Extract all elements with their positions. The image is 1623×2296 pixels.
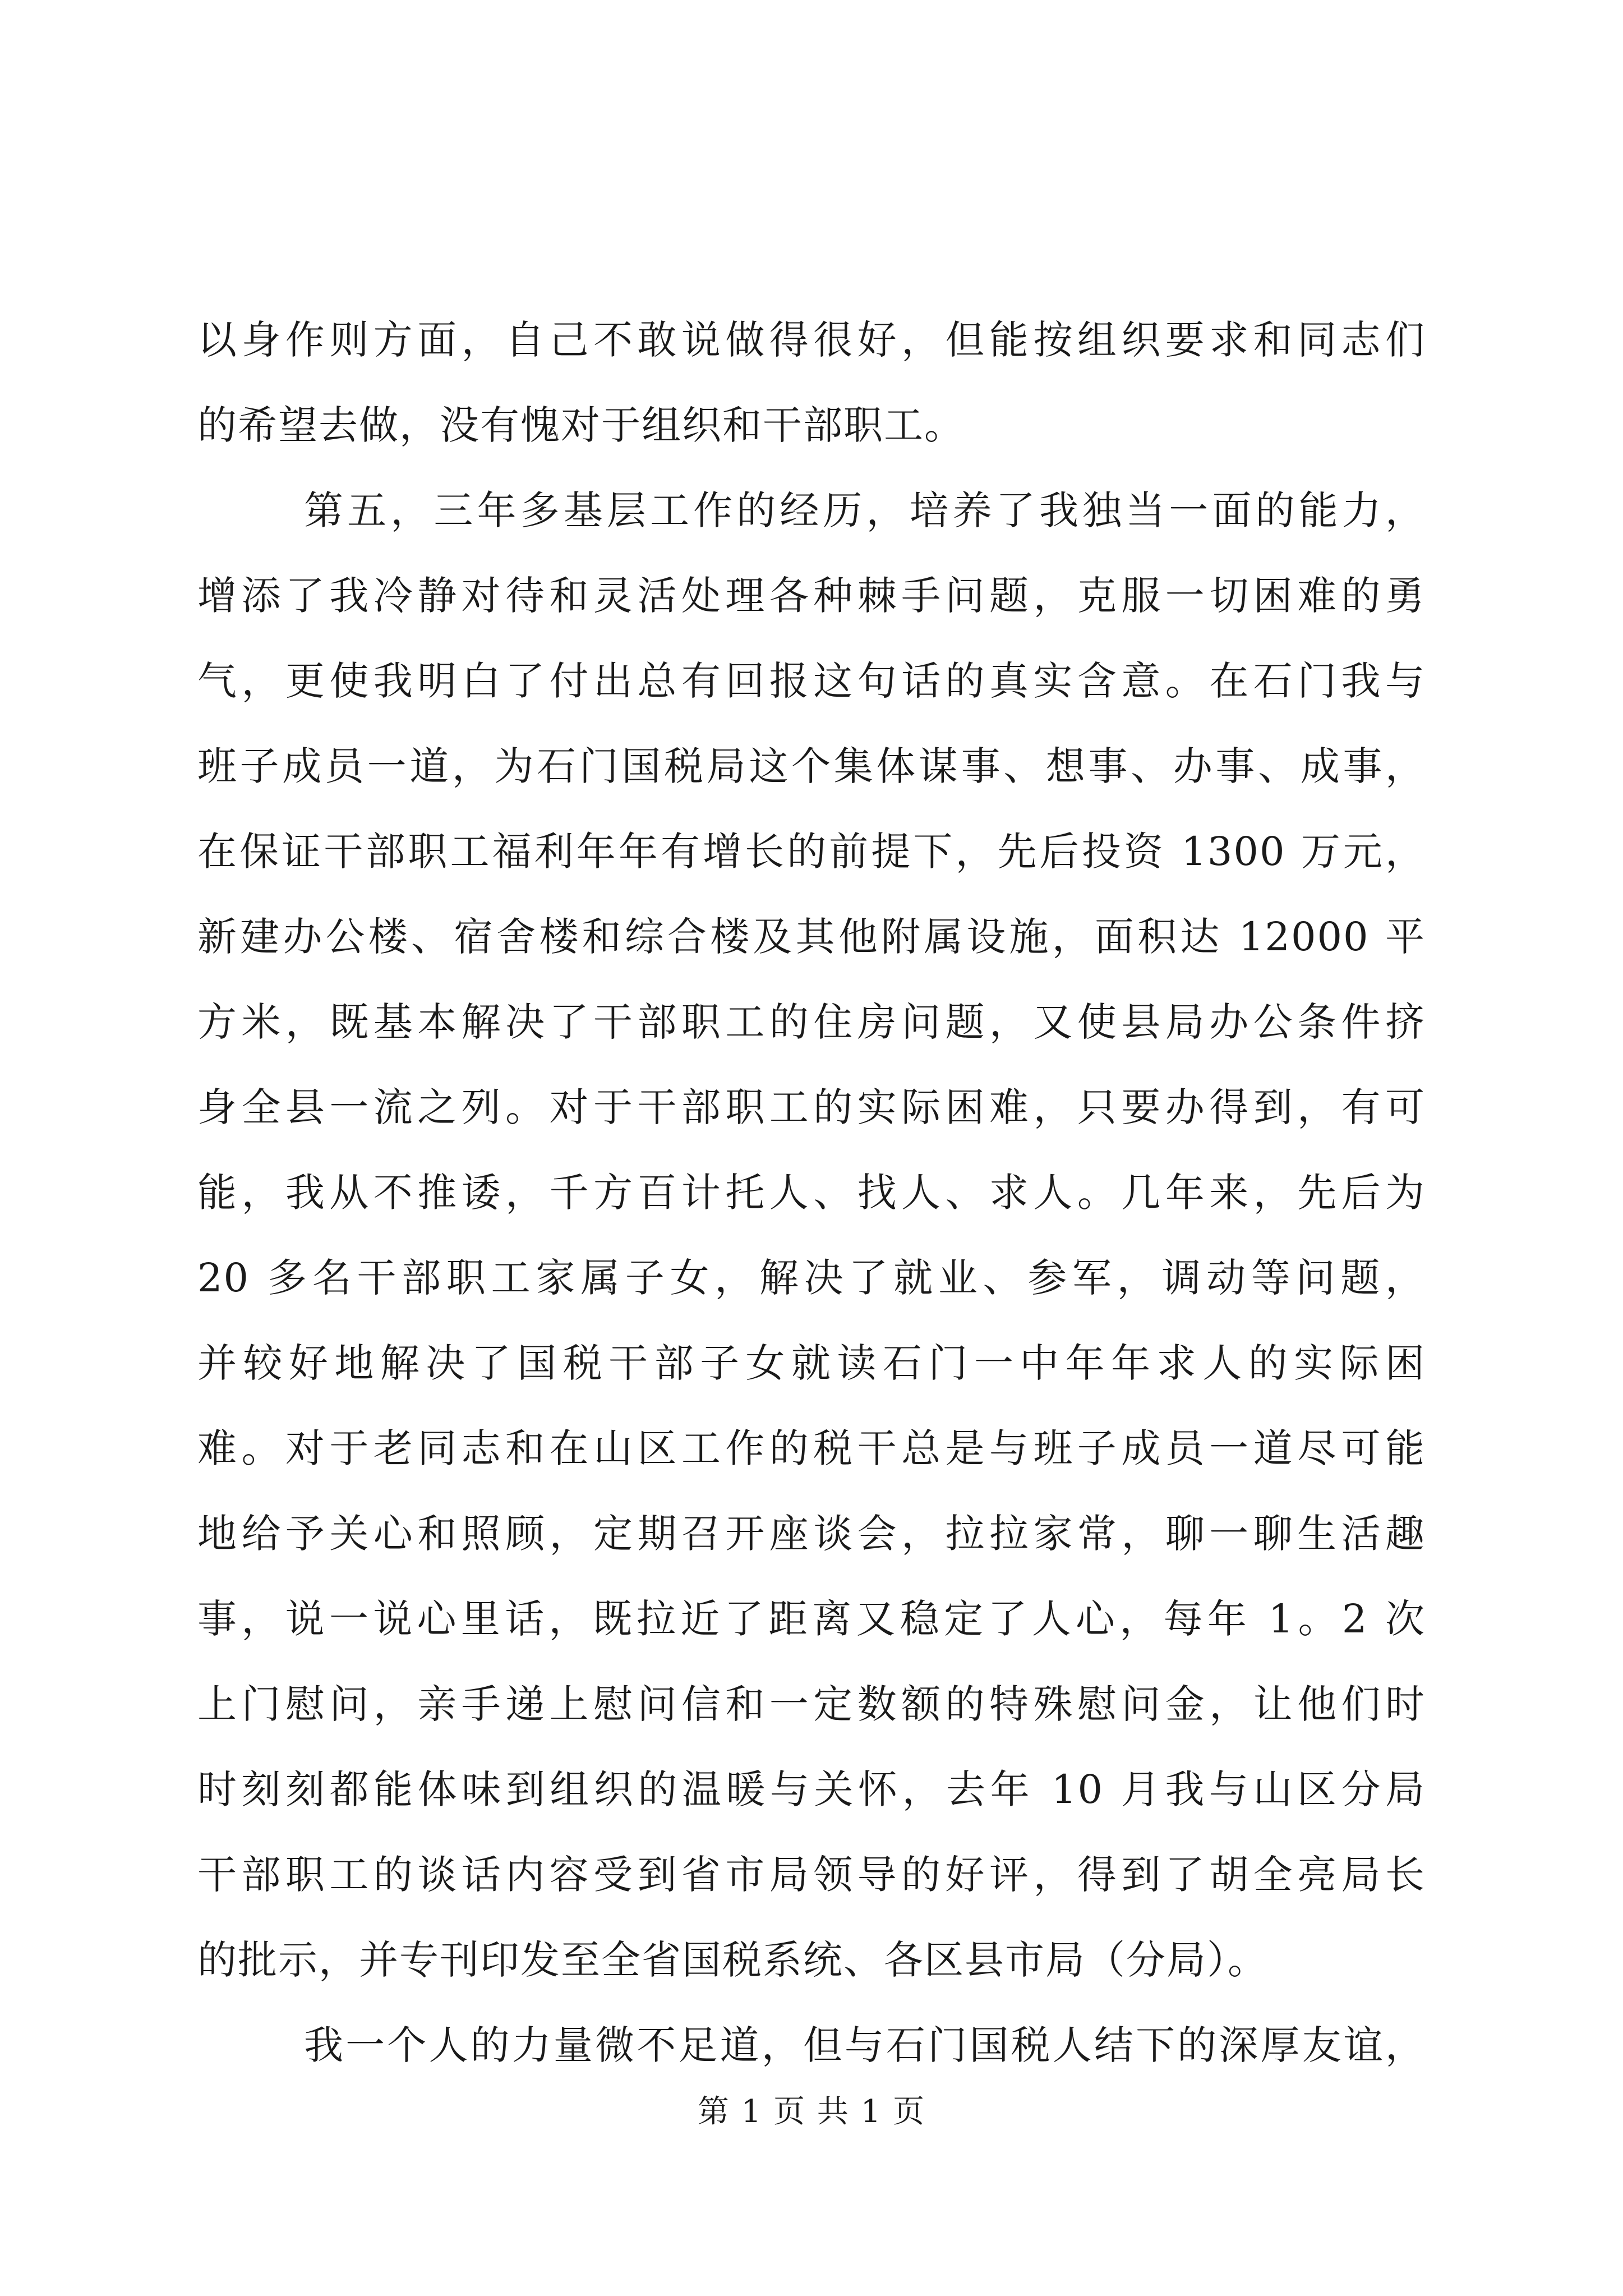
text-line: 在保证干部职工福利年年有增长的前提下，先后投资 1300 万元， [197, 829, 1426, 875]
text-line: 第五，三年多基层工作的经历，培养了我独当一面的能力， [304, 487, 1426, 533]
text-line: 难。对于老同志和在山区工作的税干总是与班子成员一道尽可能 [197, 1425, 1426, 1471]
text-line: 的批示，并专刊印发至全省国税系统、各区县市局（分局）。 [197, 1937, 1268, 1983]
paragraph [197, 2003, 1426, 2088]
text-line: 身全县一流之列。对于干部职工的实际困难，只要办得到，有可 [197, 1084, 1426, 1130]
text-line: 班子成员一道，为石门国税局这个集体谋事、想事、办事、成事， [197, 743, 1426, 789]
text-line: 以身作则方面，自己不敢说做得很好，但能按组织要求和同志们 [197, 317, 1426, 363]
text-line: 地给予关心和照顾，定期召开座谈会，拉拉家常，聊一聊生活趣 [197, 1511, 1426, 1557]
text-line: 能，我从不推诿，千方百计托人、找人、求人。几年来，先后为 [197, 1170, 1426, 1216]
text-line: 上门慰问，亲手递上慰问信和一定数额的特殊慰问金，让他们时 [197, 1681, 1426, 1727]
text-line: 我一个人的力量微不足道，但与石门国税人结下的深厚友谊， [304, 2022, 1426, 2068]
document-body [197, 297, 1426, 2088]
paragraph [197, 297, 1426, 468]
text-line: 干部职工的谈话内容受到省市局领导的好评，得到了胡全亮局长 [197, 1852, 1426, 1898]
text-line: 气，更使我明白了付出总有回报这句话的真实含意。在石门我与 [197, 658, 1426, 704]
text-line: 新建办公楼、宿舍楼和综合楼及其他附属设施，面积达 12000 平 [197, 914, 1426, 960]
text-line: 并较好地解决了国税干部子女就读石门一中年年求人的实际困 [197, 1340, 1426, 1386]
text-line: 事，说一说心里话，既拉近了距离又稳定了人心，每年 1。2 次 [197, 1596, 1426, 1642]
paragraph [197, 468, 1426, 2003]
text-line: 方米，既基本解决了干部职工的住房问题，又使县局办公条件挤 [197, 999, 1426, 1045]
text-line: 20 多名干部职工家属子女，解决了就业、参军，调动等问题， [197, 1255, 1426, 1301]
page-footer: 第 1 页 共 1 页 [697, 2093, 926, 2130]
text-line: 增添了我冷静对待和灵活处理各种棘手问题，克服一切困难的勇 [197, 573, 1426, 619]
text-line: 时刻刻都能体味到组织的温暖与关怀，去年 10 月我与山区分局 [197, 1766, 1426, 1812]
text-line: 的希望去做，没有愧对于组织和干部职工。 [197, 402, 965, 448]
